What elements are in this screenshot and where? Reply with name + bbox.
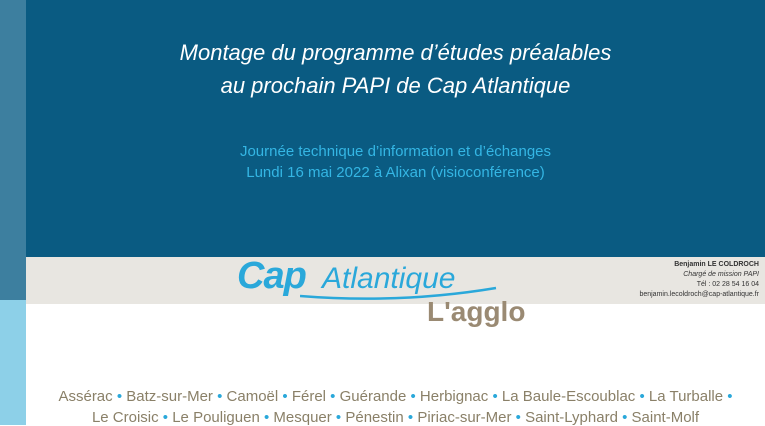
bullet-icon: • bbox=[212, 388, 227, 405]
bullet-icon: • bbox=[326, 388, 340, 405]
town-item: La Turballe bbox=[648, 388, 724, 405]
town-item: Pénestin bbox=[345, 409, 404, 426]
contact-email: benjamin.lecoldroch@cap-atlantique.fr bbox=[639, 291, 759, 298]
bullet-icon: • bbox=[511, 409, 526, 426]
contact-role: Chargé de mission PAPI bbox=[683, 271, 759, 278]
logo-agglo-text: L'agglo bbox=[427, 296, 526, 327]
town-item: Herbignac bbox=[419, 388, 489, 405]
contact-block bbox=[639, 260, 759, 300]
town-item: Camoël bbox=[226, 388, 279, 405]
town-item: Piriac-sur-Mer bbox=[417, 409, 512, 426]
logo-cap-text: Cap bbox=[237, 255, 306, 297]
bullet-icon: • bbox=[635, 388, 649, 405]
slide-subtitle-line-2: Lundi 16 mai 2022 à Alixan (visioconférence) bbox=[246, 164, 545, 181]
town-item: La Baule-Escoublac bbox=[501, 388, 636, 405]
bullet-icon: • bbox=[259, 409, 274, 426]
slide-subtitle-line-1: Journée technique d’information et d’échanges bbox=[239, 143, 552, 160]
town-item: Le Croisic bbox=[91, 409, 159, 426]
header-band bbox=[26, 0, 765, 257]
town-item: Guérande bbox=[339, 388, 407, 405]
town-item: Mesquer bbox=[273, 409, 332, 426]
towns-row-2 bbox=[26, 409, 765, 426]
bullet-icon: • bbox=[112, 388, 127, 405]
bullet-icon: • bbox=[617, 409, 632, 426]
contact-name: Benjamin LE COLDROCH bbox=[674, 261, 759, 268]
town-item: Assérac bbox=[58, 388, 113, 405]
town-item: Saint-Molf bbox=[631, 409, 700, 426]
towns-row-1 bbox=[26, 388, 765, 405]
bullet-icon: • bbox=[331, 409, 346, 426]
town-item: Saint-Lyphard bbox=[525, 409, 618, 426]
logo-atlantique-text: Atlantique bbox=[322, 262, 456, 295]
bullet-icon: • bbox=[158, 409, 173, 426]
bullet-icon: • bbox=[488, 388, 502, 405]
town-item: Férel bbox=[291, 388, 326, 405]
town-item: Le Pouliguen bbox=[172, 409, 260, 426]
bullet-icon: • bbox=[278, 388, 292, 405]
bullet-icon: • bbox=[406, 388, 420, 405]
slide-title-line-2: au prochain PAPI de Cap Atlantique bbox=[220, 73, 571, 98]
left-accent-strip-light bbox=[0, 300, 26, 425]
contact-phone: Tél : 02 28 54 16 04 bbox=[696, 281, 759, 288]
left-accent-strip-dark bbox=[0, 0, 26, 300]
bullet-icon: • bbox=[403, 409, 418, 426]
bullet-icon: • bbox=[723, 388, 733, 405]
slide-title-line-1: Montage du programme d’études préalables bbox=[179, 40, 612, 65]
town-item: Batz-sur-Mer bbox=[126, 388, 213, 405]
